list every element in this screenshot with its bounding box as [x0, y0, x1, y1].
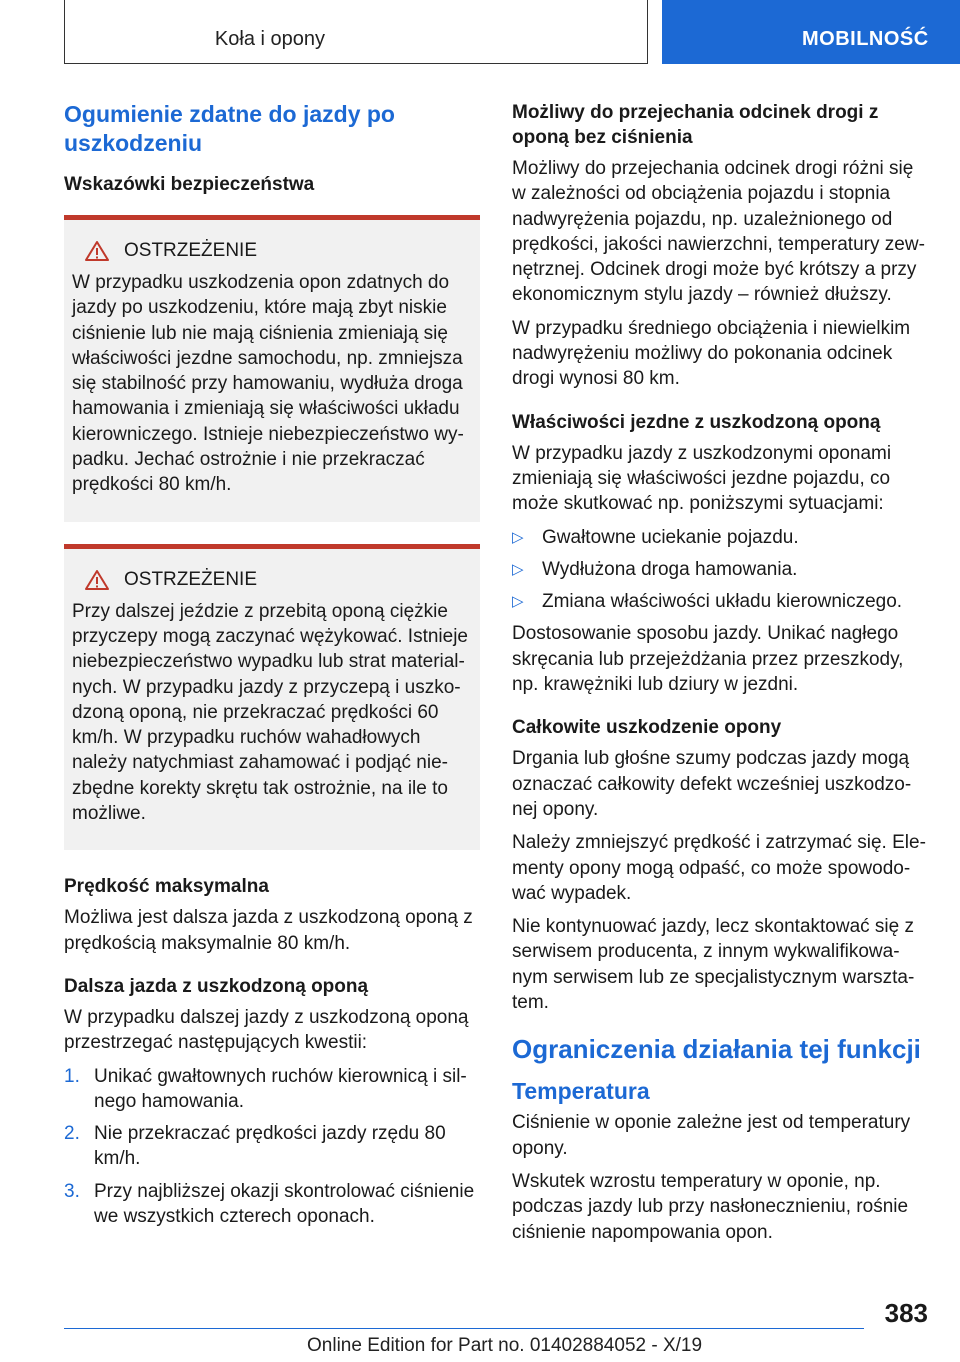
warning-header: [72, 569, 472, 591]
warning-header: [72, 240, 472, 262]
list-item: 1. Unikać gwałtownych ruchów kierownicą i silnego hamowania.: [64, 1065, 467, 1112]
limits-heading: Ograniczenia działania tej funkcji: [512, 1034, 921, 1065]
maxspeed-heading: Prędkość maksymalna: [64, 876, 269, 898]
handling-text: W przypadku jazdy z uszkodzonymi oponami zmieniają się właściwości jezdne pojazdu, co może skutkować np. poniższymi sytuacjami:: [512, 442, 892, 515]
warning-text: W przypadku uszkodzenia opon zdatnych do jazdy po uszkodzeniu, które mają zbyt niskie ciśnienie lub nie mają ciśnienia zmieniają się właściwości jezdne samochodu, np. zmniejsza się stabilność przy hamowaniu, wydłuża droga hamowania i zmieniają się właściwości układu kierowniczego. Istnieje niebezpieczeństwo wypadku. Jechać ostrożnie i nie przekraczać prędkości 80 km/h.: [72, 272, 464, 496]
warning-box: [64, 544, 480, 851]
header-frame: [64, 0, 648, 64]
continue-text: W przypadku dalszej jazdy z uszkodzoną oponą przestrzegać następujących kwestii:: [64, 1006, 469, 1054]
left-column: [64, 100, 480, 1236]
footer-divider: [64, 1328, 864, 1329]
list-item: ▷ Zmiana właściwości układu kierowniczego.: [512, 589, 928, 614]
triangle-bullet-icon: ▷: [512, 593, 524, 611]
footer-edition: Online Edition for Part no. 01402884052 - X/19: [307, 1335, 703, 1356]
list-item: 3. Przy najbliższej okazji skontrolować ciśnienie we wszystkich czterech oponach.: [64, 1180, 475, 1228]
warning-triangle-icon: [84, 240, 110, 262]
warning-label: OSTRZEŻENIE: [124, 240, 258, 261]
warning-box: [64, 215, 480, 522]
distance-paragraph: Możliwy do przejechania odcinek drogi różni się w zależności od obciążenia pojazdu i stopnia nadwyrężenia pojazdu, np. uzależnionego od prędkości, jakości nawierzchni, temperatury zewnętrznej. Odcinek drogi może być krótszy a przy ekonomicznym stylu jazdy – również dłuższy.: [512, 158, 925, 306]
distance-heading: Możliwy do przejechania odcinek drogi z oponą bez ciśnienia: [512, 102, 879, 148]
page-number: 383: [884, 1298, 928, 1328]
total-paragraph: Nie kontynuować jazdy, lecz skontaktować się z serwisem producenta, z innym wykwalifikowanym serwisem lub ze specjalistycznym warsztatem.: [512, 916, 915, 1014]
bullet-list: [512, 525, 928, 615]
total-paragraph: Należy zmniejszyć prędkość i zatrzymać się. Elementy opony mogą odpaść, co może spowodować wypadek.: [512, 832, 926, 904]
list-item: 2. Nie przekraczać prędkości jazdy rzędu 80 km/h.: [64, 1123, 446, 1170]
right-column: [512, 100, 928, 1253]
warning-triangle-icon: [84, 569, 110, 591]
triangle-bullet-icon: ▷: [512, 560, 524, 578]
header-section-title: Koła i opony: [214, 28, 325, 50]
total-paragraph: Drgania lub głośne szumy podczas jazdy mogą oznaczać całkowity defekt wcześniej uszkodzonej opony.: [512, 748, 912, 820]
header-chapter-tab[interactable]: MOBILNOŚĆ: [662, 0, 960, 64]
warning-label: OSTRZEŻENIE: [124, 568, 258, 590]
handling-after-text: Dostosowanie sposobu jazdy. Unikać nagłego skręcania lub przejeżdżania przez przeszkody, np. krawężniki lub dziury w jezdni.: [512, 623, 904, 696]
continue-heading: Dalsza jazda z uszkodzoną oponą: [64, 975, 369, 997]
temperature-paragraph: Ciśnienie w oponie zależne jest od temperatury opony.: [512, 1112, 911, 1159]
temperature-paragraph: Wskutek wzrostu temperatury w oponie, np. podczas jazdy lub przy nasłonecznieniu, rośnie ciśnienie napompowania opon.: [512, 1170, 909, 1243]
triangle-bullet-icon: ▷: [512, 528, 524, 546]
maxspeed-text: Możliwa jest dalsza jazda z uszkodzoną oponą z prędkością maksymalnie 80 km/h.: [64, 907, 473, 954]
temperature-heading: Temperatura: [512, 1078, 650, 1105]
numbered-list: [64, 1064, 480, 1230]
handling-heading: Właściwości jezdne z uszkodzoną oponą: [512, 411, 881, 433]
distance-paragraph: W przypadku średniego obciążenia i niewielkim nadwyrężeniu możliwy do pokonania odcinek drogi wynosi 80 km.: [512, 317, 911, 390]
list-item: ▷ Gwałtowne uciekanie pojazdu.: [512, 525, 928, 550]
list-item: ▷ Wydłużona droga hamowania.: [512, 557, 928, 582]
total-heading: Całkowite uszkodzenie opony: [512, 717, 782, 739]
safety-heading: Wskazówki bezpieczeństwa: [64, 174, 315, 195]
section-title: Ogumienie zdatne do jazdy po uszkodzeniu: [64, 101, 395, 156]
warning-text: Przy dalszej jeździe z przebitą oponą ciężkie przyczepy mogą zaczynać wężykować. Istnieje niebezpieczeństwo wypadku lub strat materialnych. W przypadku jazdy z przyczepą i uszkodzoną oponą, nie przekraczać prędkości 60 km/h. W przypadku ruchów wahadłowych należy natychmiast zahamować i podjąć niezbędne korekty skrętu tak ostrożnie, na ile to możliwe.: [72, 600, 468, 825]
